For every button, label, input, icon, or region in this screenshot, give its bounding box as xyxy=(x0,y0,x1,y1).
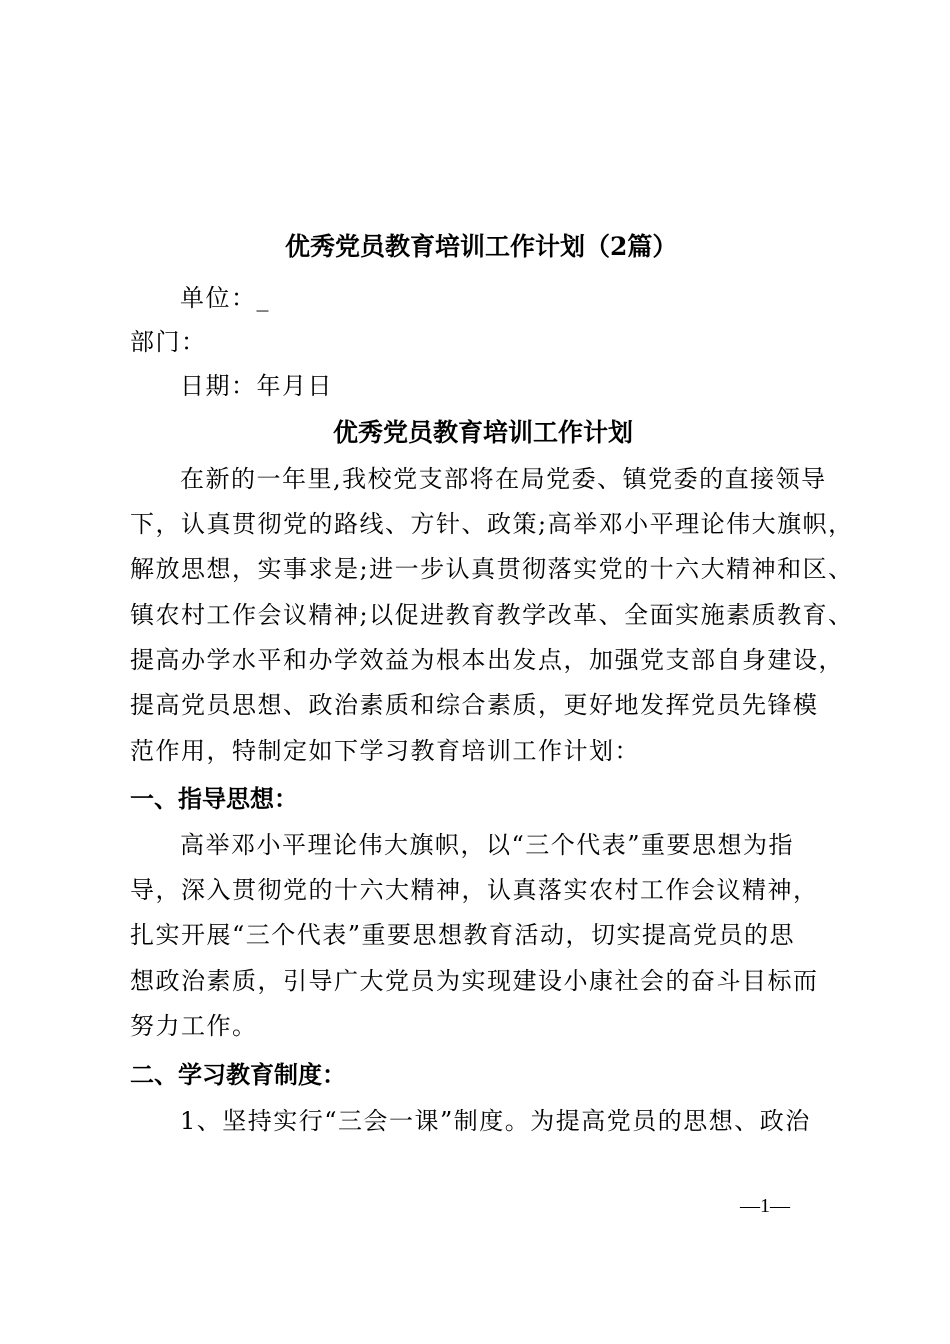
intro-line: 在新的一年里,我校党支部将在局党委、镇党委的直接领导 xyxy=(180,465,827,493)
unit-line: 单位：_ xyxy=(180,284,270,312)
main-title: 优秀党员教育培训工作计划（2篇） xyxy=(285,232,678,261)
sub-title: 优秀党员教育培训工作计划 xyxy=(333,418,634,447)
section1-line: 扎实开展“三个代表”重要思想教育活动，切实提高党员的思 xyxy=(130,921,796,949)
section2-line: 1、坚持实行“三会一课”制度。为提高党员的思想、政治 xyxy=(180,1107,811,1135)
department-line: 部门： xyxy=(130,328,207,356)
section1-line: 导，深入贯彻党的十六大精神，认真落实农村工作会议精神， xyxy=(130,876,819,904)
section1-heading: 一、指导思想： xyxy=(130,784,298,813)
intro-line: 提高党员思想、政治素质和综合素质，更好地发挥党员先锋模 xyxy=(130,691,819,719)
section1-line: 想政治素质，引导广大党员为实现建设小康社会的奋斗目标而 xyxy=(130,967,819,995)
date-line: 日期：年月日 xyxy=(180,372,333,400)
intro-line: 镇农村工作会议精神;以促进教育教学改革、全面实施素质教育、 xyxy=(130,601,854,629)
page-number: —1— xyxy=(740,1195,790,1217)
intro-line: 范作用，特制定如下学习教育培训工作计划： xyxy=(130,737,640,765)
intro-line: 提高办学水平和办学效益为根本出发点，加强党支部自身建设， xyxy=(130,646,844,674)
intro-line: 解放思想，实事求是;进一步认真贯彻落实党的十六大精神和区、 xyxy=(130,555,854,583)
intro-line: 下，认真贯彻党的路线、方针、政策;高举邓小平理论伟大旗帜， xyxy=(130,510,854,538)
section1-line: 努力工作。 xyxy=(130,1012,258,1040)
section2-heading: 二、学习教育制度： xyxy=(130,1060,346,1089)
section1-line: 高举邓小平理论伟大旗帜，以“三个代表”重要思想为指 xyxy=(180,831,795,859)
